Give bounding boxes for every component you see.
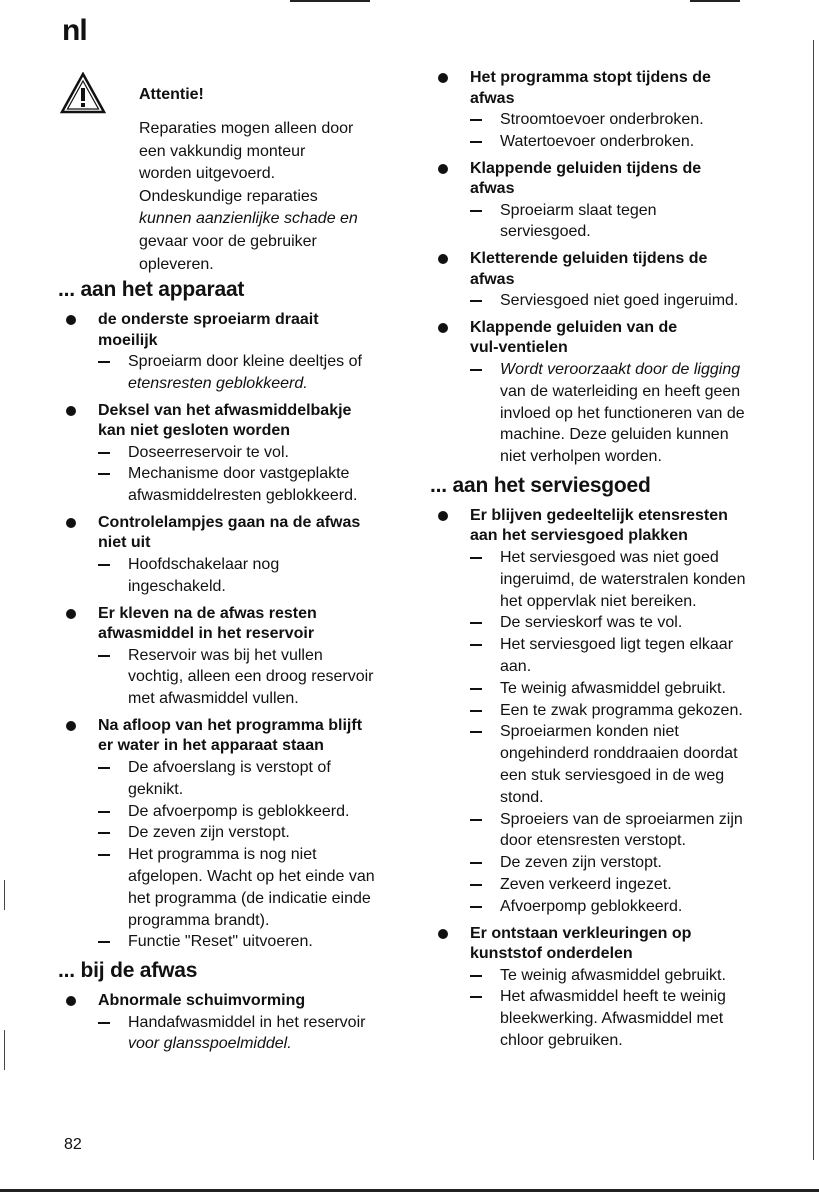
language-code: nl [62,14,87,47]
bullet-dot [66,996,76,1006]
dash-mark [98,1022,110,1024]
cause-item [470,896,779,918]
dash-mark [470,688,482,690]
issue-item [434,68,779,153]
cause-line: Wordt veroorzaakt door de ligging [500,360,741,378]
cause-line: met afwasmiddel vullen. [128,690,299,708]
heading-line: afwasmiddel in het reservoir [98,625,315,643]
dash-mark [470,862,482,864]
bullet-dot [438,254,448,264]
cause-line: Sproeiarm door kleine deeltjes of [128,353,362,370]
cause-line: afwasmiddelresten geblokkeerd. [128,487,358,505]
cause-item [470,700,779,722]
heading-line: Het programma stopt tijdens de [470,69,711,86]
cause-line: Mechanisme door vastgeplakte [128,465,350,483]
issue-heading [98,310,412,351]
issue-item [434,249,779,312]
heading-line: niet uit [98,534,151,552]
dash-mark [470,369,482,371]
cause-item [98,1012,412,1056]
cause-item [470,547,779,612]
cause-line: Watertoevoer onderbroken. [500,132,695,150]
cause-line: Doseerreservoir te vol. [128,443,289,461]
dash-mark [98,361,110,363]
cause-item [98,931,412,953]
bullet-dot [438,73,448,83]
issue-heading [470,318,779,359]
cause-line: etensresten geblokkeerd. [128,374,308,392]
bullet-dot [66,721,76,731]
cause-item [98,554,412,598]
cause-line: Afvoerpomp geblokkeerd. [500,897,683,915]
heading-line: Na afloop van het programma blijft [98,716,363,734]
heading-line: vul-ventielen [470,339,568,357]
dash-mark [470,210,482,212]
cause-line: chloor gebruiken. [500,1031,623,1049]
cause-line: Handafwasmiddel in het reservoir [128,1013,366,1031]
dash-mark [98,811,110,813]
cause-line: Sproeiers van de sproeiarmen zijn [500,810,743,828]
heading-line: Controlelampjes gaan na de afwas [98,513,361,531]
cause-item [98,801,412,823]
issue-heading [470,924,779,965]
attention-line-italic: kunnen aanzienlijke schade en [139,210,358,228]
issue-heading [98,401,412,442]
heading-line: moeilijk [98,331,158,349]
attention-line: gevaar voor de gebruiker [139,232,317,250]
cause-item [470,721,779,808]
bullet-dot [66,406,76,416]
dash-mark [470,731,482,733]
cause-line: Zeven verkeerd ingezet. [500,875,672,893]
dash-mark [470,710,482,712]
margin-line [813,40,814,1160]
bottom-rule [0,1189,819,1192]
issue-item [62,716,412,953]
dash-mark [470,557,482,559]
cause-item [470,131,779,153]
heading-line: Er ontstaan verkleuringen op [470,924,692,942]
cause-item [470,965,779,987]
margin-line [4,1030,5,1070]
bullet-dot [438,511,448,521]
heading-line: afwas [470,89,515,107]
issue-item [62,604,412,710]
cause-item [470,874,779,896]
section-title: ... aan het apparaat [58,278,245,301]
bullet-dot [438,929,448,939]
cause-line: Het afwasmiddel heeft te weinig [500,988,726,1006]
issue-item [62,401,412,507]
cause-item [98,844,412,931]
heading-line: Er blijven gedeeltelijk etensresten [470,506,728,524]
cause-line: ingeruimd, de waterstralen konden [500,570,746,588]
cause-line: programma brandt). [128,911,270,929]
cause-line: door etensresten verstopt. [500,832,686,850]
issue-item [62,310,412,395]
cause-item [98,463,412,507]
cause-line: aan. [500,657,532,675]
cause-line: machine. Deze geluiden kunnen [500,426,729,444]
left-column [58,278,412,1061]
bullet-dot [438,164,448,174]
attention-line: worden uitgevoerd. [139,165,276,183]
dash-mark [98,941,110,943]
issue-heading [98,716,412,757]
issue-heading [470,506,779,547]
issue-item [434,159,779,244]
cause-line: De servieskorf was te vol. [500,614,683,632]
heading-line: Er kleven na de afwas resten [98,604,317,622]
cause-line: De zeven zijn verstopt. [128,824,290,842]
cause-line: het programma (de indicatie einde [128,889,371,907]
issue-heading [98,604,412,645]
cause-line: een stuk serviesgoed in de weg [500,766,725,784]
dash-mark [470,119,482,121]
cause-item [470,290,779,312]
cause-line: ingeschakeld. [128,577,226,595]
heading-line: Klappende geluiden van de [470,318,678,336]
cause-item [98,822,412,844]
cause-line: voor glansspoelmiddel. [128,1035,292,1053]
dash-mark [470,975,482,977]
dash-mark [98,473,110,475]
heading-line: aan het serviesgoed plakken [470,527,688,545]
cause-line: Te weinig afwasmiddel gebruikt. [500,679,726,697]
cause-line: invloed op het functioneren van de [500,404,745,422]
cause-line: De afvoerpomp is geblokkeerd. [128,802,350,820]
cause-line: Serviesgoed niet goed ingeruimd. [500,292,739,310]
cause-item [98,351,412,395]
cause-line: Het serviesgoed was niet goed [500,548,719,566]
cause-line: De afvoerslang is verstopt of [128,758,331,776]
cause-item [470,634,779,678]
cause-line: afgelopen. Wacht op het einde van [128,867,375,885]
heading-line: kunststof onderdelen [470,945,633,963]
issue-heading [98,991,412,1012]
cause-line: Reservoir was bij het vullen [128,646,323,664]
dash-mark [98,564,110,566]
cause-item [470,200,779,244]
heading-line: afwas [470,270,515,288]
warning-triangle-icon [60,72,106,114]
dash-mark [470,622,482,624]
attention-line: Ondeskundige reparaties [139,187,318,205]
dash-mark [470,644,482,646]
cause-line: Het serviesgoed ligt tegen elkaar [500,636,734,654]
bullet-dot [438,323,448,333]
cause-item [470,678,779,700]
cause-line: De zeven zijn verstopt. [500,854,662,872]
cause-item [98,442,412,464]
section-title: ... bij de afwas [58,959,198,983]
dash-mark [98,767,110,769]
cause-line: ongehinderd ronddraaien doordat [500,745,738,763]
dash-mark [98,452,110,454]
dash-mark [470,300,482,302]
cause-item [470,809,779,853]
attention-body [139,118,399,276]
dash-mark [98,655,110,657]
issue-heading [470,68,779,109]
section-title: ... aan het serviesgoed [430,473,651,497]
attention-line: een vakkundig monteur [139,142,306,160]
cause-item [470,986,779,1051]
dash-mark [470,996,482,998]
issue-item [62,513,412,598]
issue-heading [98,513,412,554]
dash-mark [98,832,110,834]
top-rule [690,0,740,2]
bullet-dot [66,315,76,325]
cause-line: Te weinig afwasmiddel gebruikt. [500,966,726,984]
heading-line: afwas [470,180,515,198]
issue-heading [470,159,779,200]
margin-line [4,880,5,910]
dash-mark [470,819,482,821]
cause-line: Functie "Reset" uitvoeren. [128,933,313,951]
bullet-dot [66,609,76,619]
attention-line: Reparaties mogen alleen door [139,120,354,137]
cause-line: bleekwerking. Afwasmiddel met [500,1010,724,1028]
cause-item [98,645,412,710]
cause-line: het oppervlak niet bereiken. [500,592,697,610]
dash-mark [98,854,110,856]
cause-line: geknikt. [128,780,184,798]
dash-mark [470,884,482,886]
heading-line: Abnormale schuimvorming [98,992,306,1010]
issue-heading [470,249,779,290]
issue-item [434,924,779,1052]
bullet-dot [66,518,76,528]
cause-item [470,612,779,634]
attention-line: opleveren. [139,255,214,273]
cause-line: stond. [500,788,544,806]
issue-item [434,506,779,918]
cause-line: Sproeiarm slaat tegen [500,201,657,219]
cause-item [470,852,779,874]
cause-line: Hoofdschakelaar nog [128,555,280,573]
heading-line: Kletterende geluiden tijdens de [470,250,708,268]
heading-line: de onderste sproeiarm draait [98,311,319,328]
cause-line: niet verholpen worden. [500,448,662,466]
dash-mark [470,906,482,908]
heading-line: kan niet gesloten worden [98,422,291,440]
heading-line: Klappende geluiden tijdens de [470,159,702,177]
dash-mark [470,141,482,143]
top-rule [290,0,370,2]
cause-line: Een te zwak programma gekozen. [500,701,743,719]
issue-item [62,991,412,1055]
cause-line: vochtig, alleen een droog reservoir [128,668,374,686]
cause-line: van de waterleiding en heeft geen [500,382,741,400]
page-number: 82 [64,1136,82,1153]
cause-line: Stroomtoevoer onderbroken. [500,111,704,128]
right-column [430,68,779,1058]
cause-line: Sproeiarmen konden niet [500,723,679,741]
cause-line: serviesgoed. [500,223,591,241]
heading-line: Deksel van het afwasmiddelbakje [98,401,352,419]
cause-item [98,757,412,801]
cause-item [470,109,779,131]
attention-title: Attentie! [139,86,204,103]
issue-item [434,318,779,468]
heading-line: er water in het apparaat staan [98,737,324,755]
cause-item [470,359,779,468]
cause-line: Het programma is nog niet [128,846,317,864]
